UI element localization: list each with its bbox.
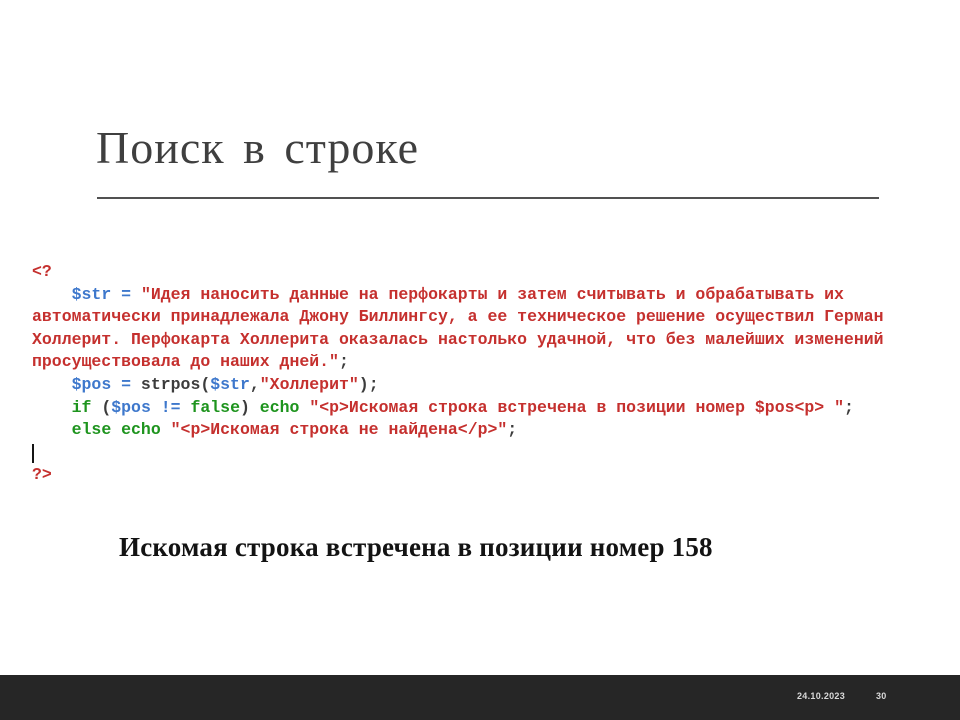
code-token-var: $pos	[71, 374, 112, 394]
code-line	[32, 464, 884, 487]
code-token-str: "Идея наносить данные на перфокарты и затем считывать и обрабатывать их	[140, 284, 844, 304]
code-block	[32, 261, 884, 487]
code-token-plain: )	[239, 397, 260, 417]
code-token-plain: ;	[844, 397, 854, 417]
program-output: Искомая строка встречена в позиции номер 158	[119, 532, 713, 562]
code-token-plain	[111, 375, 121, 394]
code-token-plain: ;	[338, 352, 349, 372]
code-token-plain: );	[358, 374, 379, 394]
code-token-str: "Холлерит"	[259, 374, 359, 394]
code-line	[32, 419, 884, 442]
code-line	[32, 261, 884, 284]
code-token-kw: echo	[259, 397, 300, 417]
code-line	[32, 306, 884, 329]
code-token-op: !=	[160, 397, 181, 417]
code-token-plain: ,	[249, 374, 260, 394]
code-token-str: просуществовала до наших дней."	[32, 352, 339, 372]
code-token-delim: ?>	[32, 465, 52, 485]
code-token-plain	[161, 420, 171, 439]
page-title: Поиск в строке	[96, 122, 420, 173]
code-token-str: Холлерит. Перфокарта Холлерита оказалась настолько удачной, что без малейших изменений	[32, 329, 884, 349]
code-token-kw: if	[71, 397, 92, 417]
code-token-plain	[32, 420, 72, 439]
code-token-plain: (	[91, 397, 112, 417]
footer-bar	[0, 675, 960, 720]
code-token-plain: ;	[507, 420, 518, 440]
code-token-kw: echo	[121, 420, 161, 440]
code-token-plain	[32, 375, 72, 394]
code-line	[32, 442, 884, 465]
code-token-str: автоматически принадлежала Джону Биллингсу, а ее техническое решение осуществил Герман	[32, 307, 884, 327]
code-line	[32, 374, 884, 397]
code-token-plain	[299, 398, 309, 417]
code-token-plain	[111, 420, 121, 439]
code-token-plain	[151, 398, 161, 417]
code-token-str: "<p>Искомая строка встречена в позиции номер $pos<p> "	[309, 397, 844, 417]
code-token-plain: strpos(	[131, 374, 211, 394]
code-token-str: "<p>Искомая строка не найдена</p>"	[170, 420, 508, 440]
code-token-var: $str	[210, 374, 250, 394]
code-token-delim: <?	[32, 262, 52, 281]
code-token-plain	[131, 285, 141, 304]
code-token-op: =	[121, 374, 132, 394]
code-token-op: =	[121, 284, 132, 304]
code-token-var: $str	[71, 284, 112, 304]
text-caret	[32, 444, 34, 463]
code-line	[32, 284, 884, 307]
slide-number: 30	[876, 691, 887, 701]
code-token-var: $pos	[111, 397, 151, 417]
code-token-plain	[32, 285, 72, 304]
code-line	[32, 351, 884, 374]
title-divider	[97, 197, 879, 199]
code-token-kw: false	[190, 397, 240, 417]
code-line	[32, 329, 884, 352]
code-token-kw: else	[71, 420, 112, 440]
code-line	[32, 397, 884, 420]
code-token-plain	[111, 285, 121, 304]
footer-date: 24.10.2023	[797, 691, 846, 701]
code-token-plain	[181, 398, 191, 417]
code-token-plain	[32, 398, 72, 417]
